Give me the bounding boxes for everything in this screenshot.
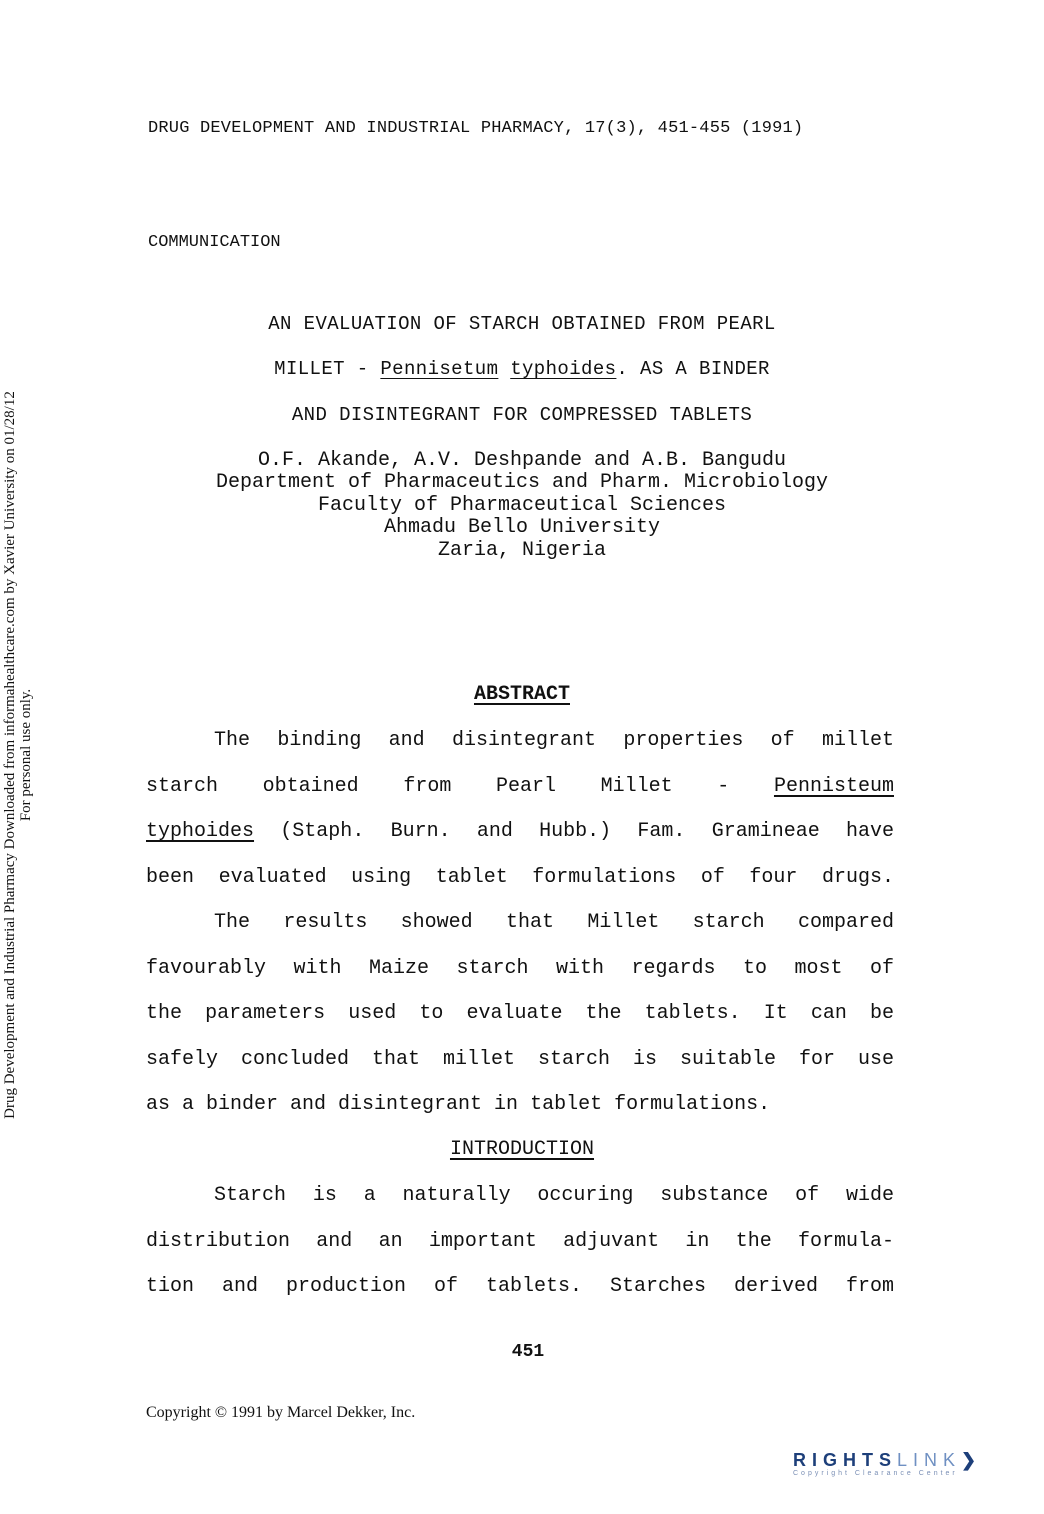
rightslink-light: LINK	[897, 1450, 962, 1470]
author-department: Department of Pharmaceutics and Pharm. Microbiology	[215, 471, 829, 494]
article-title-line-3: AND DISINTEGRANT FOR COMPRESSED TABLETS	[291, 404, 753, 426]
abstract-line: starch obtained from Pearl Millet - Pennisteum	[146, 774, 894, 798]
abstract-line: The results showed that Millet starch compared	[214, 911, 894, 934]
rightslink-bold: RIGHTS	[793, 1450, 898, 1470]
rightslink-logo[interactable]	[793, 1450, 976, 1477]
author-university: Ahmadu Bello University	[383, 516, 661, 539]
title-genus: Pennisetum	[380, 358, 499, 380]
abstract-line: favourably with Maize starch with regards to most of	[146, 956, 894, 980]
author-faculty: Faculty of Pharmaceutical Sciences	[317, 494, 727, 517]
abstract-line: been evaluated using tablet formulations of four drugs.	[146, 865, 894, 889]
download-watermark-line-1: Drug Development and Industrial Pharmacy Downloaded from informahealthcare.com by Xavier University on 01/28/12	[2, 391, 18, 1119]
abstract-line: safely concluded that millet starch is suitable for use	[146, 1047, 894, 1071]
abstract-line: The binding and disintegrant properties of millet	[214, 729, 894, 752]
page-number: 451	[511, 1342, 545, 1362]
introduction-heading: INTRODUCTION	[449, 1138, 595, 1161]
abstract-heading: ABSTRACT	[473, 683, 570, 706]
title-species: typhoides	[510, 358, 617, 380]
article-title-line-2	[0, 358, 1044, 380]
abstract-line: typhoides (Staph. Burn. and Hubb.) Fam. Gramineae have	[146, 820, 894, 843]
author-names: O.F. Akande, A.V. Deshpande and A.B. Bangudu	[257, 449, 787, 472]
copyright-notice: Copyright © 1991 by Marcel Dekker, Inc.	[146, 1404, 416, 1421]
abstract-line: the parameters used to evaluate the tablets. It can be	[146, 1002, 894, 1025]
download-watermark-line-2: For personal use only.	[18, 688, 34, 822]
title-prefix: MILLET -	[274, 358, 381, 380]
rightslink-subtitle: Copyright Clearance Center	[793, 1470, 958, 1477]
intro-line: Starch is a naturally occuring substance of wide	[214, 1184, 894, 1207]
download-watermark	[2, 345, 62, 1165]
section-label: COMMUNICATION	[148, 233, 281, 252]
title-suffix: . AS A BINDER	[616, 358, 770, 380]
abstract-line: as a binder and disintegrant in tablet formulations.	[146, 1093, 771, 1116]
intro-line: distribution and an important adjuvant in the formula-	[146, 1229, 894, 1253]
journal-citation: DRUG DEVELOPMENT AND INDUSTRIAL PHARMACY, 17(3), 451-455 (1991)	[148, 119, 804, 138]
abstract-body	[146, 718, 894, 1128]
introduction-body	[146, 1173, 894, 1310]
rightslink-arrow-icon: ❯	[961, 1450, 977, 1470]
author-location: Zaria, Nigeria	[437, 539, 607, 562]
intro-line: tion and production of tablets. Starches derived from	[146, 1275, 894, 1298]
article-title-line-1: AN EVALUATION OF STARCH OBTAINED FROM PEARL	[268, 313, 776, 335]
